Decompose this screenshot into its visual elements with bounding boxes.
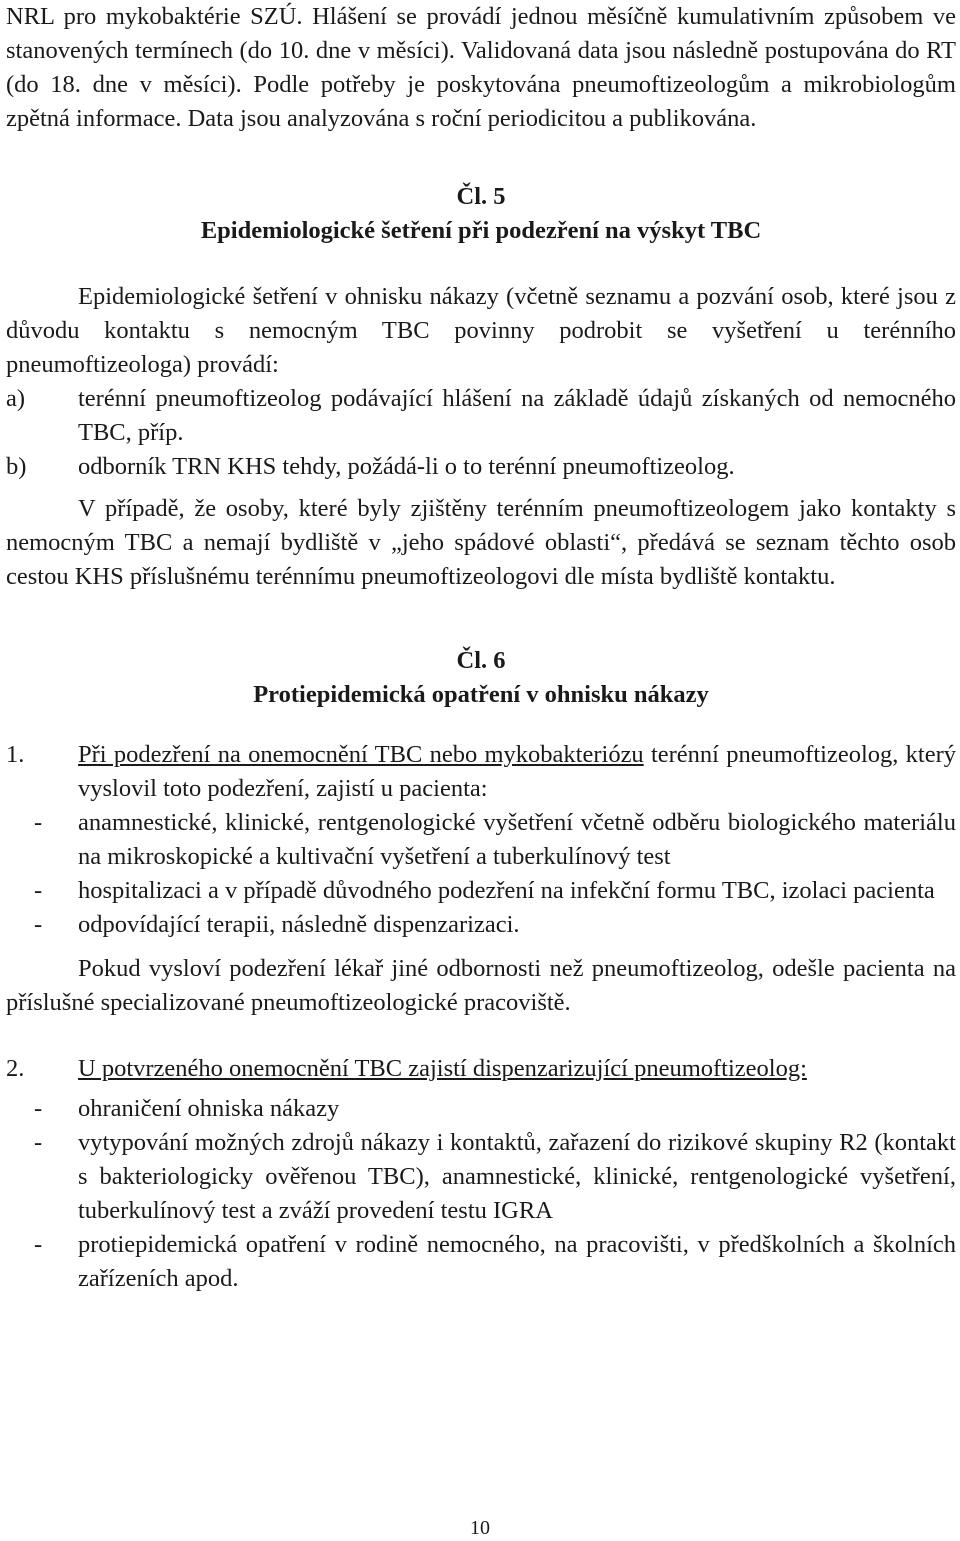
article-6-point-2 (6, 1052, 956, 1086)
article-5-paragraph: V případě, že osoby, které byly zjištěny terénním pneumoftizeologem jako kontakty s nemocným TBC a nemají bydliště v „jeho spádové oblasti“, předává se seznam těchto osob cestou KHS příslušnému terénnímu pneumoftizeologovi dle místa bydliště kontaktu. (6, 495, 956, 590)
article-6-point-1-paragraph: Pokud vysloví podezření lékař jiné odbornosti než pneumoftizeolog, odešle pacienta na příslušné specializované pneumoftizeologické pracoviště. (6, 955, 956, 1016)
list-item-text: protiepidemická opatření v rodině nemocného, na pracovišti, v předškolních a školních zařízeních apod. (78, 1231, 956, 1292)
list-item-text: ohraničení ohniska nákazy (78, 1095, 340, 1122)
point-number: 2. (6, 1055, 25, 1082)
list-item (6, 908, 956, 942)
list-item-text: odborník TRN KHS tehdy, požádá-li o to terénní pneumoftizeolog. (78, 453, 735, 480)
list-item (6, 806, 956, 874)
point-text (78, 738, 956, 806)
list-item (6, 382, 956, 450)
dash-marker: - (34, 1095, 43, 1122)
point-underlined-text: U potvrzeného onemocnění TBC zajistí dispenzarizující pneumoftizeolog: (78, 1055, 807, 1082)
article-5-list (6, 382, 956, 484)
article-5-title: Epidemiologické šetření při podezření na výskyt TBC (200, 217, 762, 244)
article-6-point-1-list (6, 806, 956, 942)
dash-marker: - (34, 1231, 43, 1258)
list-item-marker: a) (6, 385, 26, 412)
intro-continuation-paragraph: NRL pro mykobaktérie SZÚ. Hlášení se provádí jednou měsíčně kumulativním způsobem ve stanovených termínech (do 10. dne v měsíci). Validovaná data jsou následně postupována do RT (do 18. dne v měsíci). Podle potřeby je poskytována pneumoftizeologům a mikrobiologům zpětná informace. Data jsou analyzována s roční periodicitou a publikována. (6, 3, 956, 132)
document-page (6, 0, 956, 1296)
article-6-point-2-list (6, 1092, 956, 1296)
article-6-point-1 (6, 738, 956, 806)
article-5-number: Čl. 5 (456, 183, 506, 210)
article-5-intro: Epidemiologické šetření v ohnisku nákazy (včetně seznamu a pozvání osob, které jsou z důvodu kontaktu s nemocným TBC povinny podrobit se vyšetření u terénního pneumoftizeologa) provádí: (6, 283, 956, 378)
point-text (78, 1052, 956, 1086)
list-item (6, 1092, 956, 1126)
list-item (6, 450, 956, 484)
list-item-marker: b) (6, 453, 27, 480)
list-item-text: hospitalizaci a v případě důvodného podezření na infekční formu TBC, izolaci pacienta (78, 877, 935, 904)
dash-marker: - (34, 1129, 43, 1156)
dash-marker: - (34, 877, 43, 904)
list-item-text: anamnestické, klinické, rentgenologické vyšetření včetně odběru biologického materiálu na mikroskopické a kultivační vyšetření a tuberkulínový test (78, 809, 956, 870)
point-number: 1. (6, 741, 25, 768)
dash-marker: - (34, 809, 43, 836)
list-item-text: vytypování možných zdrojů nákazy i kontaktů, zařazení do rizikové skupiny R2 (kontakt s bakteriologicky ověřenou TBC), anamnestické, klinické, rentgenologické vyšetření, tuberkulínový test a zváží provedení testu IGRA (78, 1129, 956, 1224)
article-6-number: Čl. 6 (456, 647, 506, 674)
point-underlined-text: Při podezření na onemocnění TBC nebo mykobakteriózu (78, 741, 644, 768)
point-rest-text: terénní pneumoftizeolog, který vyslovil toto podezření, zajistí u pacienta: (78, 741, 956, 802)
list-item-text: terénní pneumoftizeolog podávající hlášení na základě údajů získaných od nemocného TBC, příp. (78, 385, 956, 446)
dash-marker: - (34, 911, 43, 938)
page-number: 10 (470, 1517, 490, 1539)
list-item (6, 1228, 956, 1296)
article-6-title: Protiepidemická opatření v ohnisku nákazy (253, 681, 709, 708)
list-item-text: odpovídající terapii, následně dispenzarizaci. (78, 911, 520, 938)
list-item (6, 1126, 956, 1228)
list-item (6, 874, 956, 908)
